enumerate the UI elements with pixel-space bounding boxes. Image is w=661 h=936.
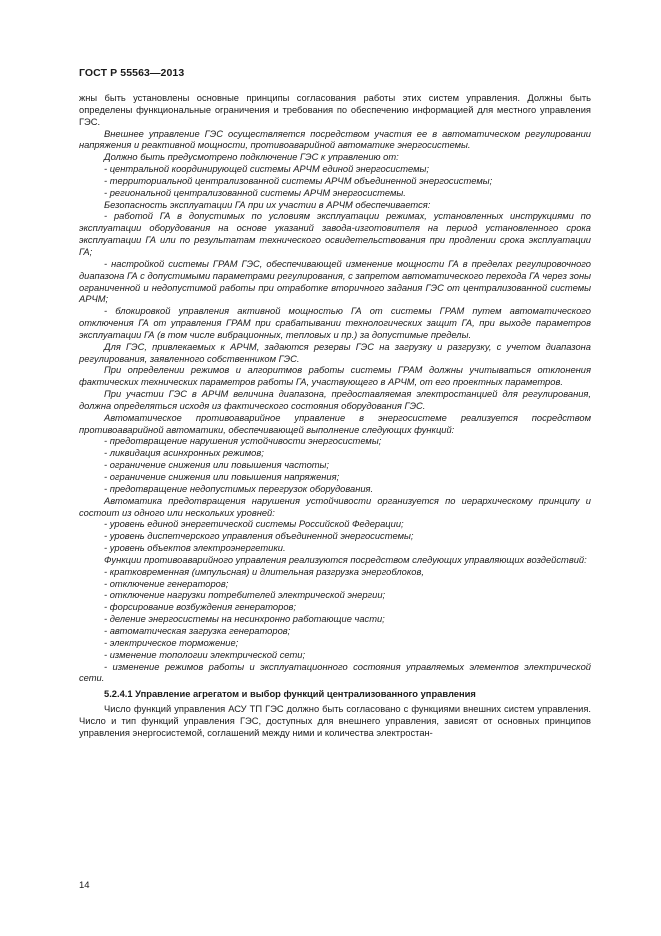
list-item: - уровень диспетчерского управления объединенной энергосистемы; — [104, 531, 414, 542]
list-item: - блокировкой управления активной мощностью ГА от системы ГРАМ путем автоматического отключения ГА от управления ГРАМ при срабатывании технологических защит ГА, при выходе параметров эксплуатации ГА (в том числе вибрационных, тепловых и пр.) за допустимые пределы. — [79, 306, 591, 340]
list-item: - уровень объектов электроэнергетики. — [104, 543, 286, 554]
page-number: 14 — [79, 880, 90, 891]
list-item: - деление энергосистемы на несинхронно работающие части; — [104, 614, 385, 625]
list-item: - ограничение снижения или повышения напряжения; — [104, 472, 340, 482]
section-heading: 5.2.4.1 Управление агрегатом и выбор функций централизованного управления — [104, 689, 476, 700]
list-item: - электрическое торможение; — [104, 637, 239, 648]
paragraph: жны быть установлены основные принципы согласования работы этих систем управления. Должны быть определены функциональные ограничения и требования по обеспечению информацией для местного управления ГЭС. — [79, 93, 591, 127]
paragraph: Функции противоаварийного управления реализуются посредством следующих управляющих воздействий: — [104, 554, 587, 565]
paragraph: При участии ГЭС в АРЧМ величина диапазона, предоставляемая электростанцией для регулирования, должна определяться исходя из фактического состояния оборудования ГЭС. — [79, 389, 591, 411]
paragraph: Число функций управления АСУ ТП ГЭС должно быть согласовано с функциями внешних систем управления. Число и тип функций управления ГЭС, доступных для внешнего управления, зависят от основных принципов управления энергосистемой, соглашений между ними и количества электростан- — [79, 704, 591, 738]
paragraph: Безопасность эксплуатации ГА при их участии в АРЧМ обеспечивается: — [104, 199, 431, 210]
list-item: - центральной координирующей системы АРЧМ единой энергосистемы; — [104, 164, 430, 175]
paragraph: При определении режимов и алгоритмов работы системы ГРАМ должны учитываться отклонения фактических технических параметров работы ГА, участвующего в АРЧМ, от его проектных параметров. — [79, 365, 591, 388]
document-body — [79, 93, 591, 740]
list-item: - предотвращение нарушения устойчивости энергосистемы; — [104, 436, 382, 447]
list-item: - настройкой системы ГРАМ ГЭС, обеспечивающей изменение мощности ГА в пределах регулировочного диапазона ГА с допустимыми параметрами регулирования, с запретом автоматического перехода ГА через зоны ограниченной и недопустимой работы при отработке вторичного задания ГЭС от централизованной системы АРЧМ; — [79, 258, 591, 305]
list-item: - изменение топологии электрической сети; — [104, 649, 306, 660]
paragraph: Автоматика предотвращения нарушения устойчивости организуется по иерархическому принципу и состоит из одного или нескольких уровней: — [79, 495, 591, 518]
list-item: - ограничение снижения или повышения частоты; — [104, 460, 330, 471]
list-item: - территориальной централизованной системы АРЧМ объединенной энергосистемы; — [104, 175, 493, 186]
list-item: - кратковременная (импульсная) и длительная разгрузка энергоблоков, — [104, 566, 424, 577]
paragraph: Автоматическое противоаварийное управление в энергосистеме реализуется посредством противоаварийной автоматики, обеспечивающей выполнение следующих функций: — [79, 412, 591, 435]
list-item: - изменение режимов работы и эксплуатационного состояния управляемых элементов электрической сети. — [79, 661, 591, 684]
list-item: - ликвидация асинхронных режимов; — [104, 448, 264, 459]
list-item: - отключение генераторов; — [104, 578, 229, 589]
paragraph: Должно быть предусмотрено подключение ГЭС к управлению от: — [104, 152, 399, 163]
paragraph: Для ГЭС, привлекаемых к АРЧМ, задаются резервы ГЭС на загрузку и разгрузку, с учетом диапазона регулирования, заявленного собственником ГЭС. — [79, 341, 591, 364]
list-item: - региональной централизованной системы АРЧМ энергосистемы. — [104, 187, 406, 198]
list-item: - форсирование возбуждения генераторов; — [104, 602, 296, 613]
document-code-header: ГОСТ Р 55563—2013 — [79, 67, 185, 79]
list-item: - автоматическая загрузка генераторов; — [104, 625, 291, 636]
list-item: - уровень единой энергетической системы Российской Федерации; — [104, 519, 404, 530]
list-item: - работой ГА в допустимых по условиям эксплуатации режимах, установленных инструкциями по эксплуатации оборудования на основе указаний завода-изготовителя на период установленного срока эксплуатации ГА или по результатам технического освидетельствования при продлении срока эксплуатации ГА; — [79, 211, 591, 257]
list-item: - предотвращение недопустимых перегрузок оборудования. — [104, 483, 374, 494]
list-item: - отключение нагрузки потребителей электрической энергии; — [104, 590, 386, 601]
paragraph: Внешнее управление ГЭС осуществляется посредством участия ее в автоматическом регулировании напряжения и реактивной мощности, противоаварийной автоматике энергосистемы. — [79, 128, 591, 151]
